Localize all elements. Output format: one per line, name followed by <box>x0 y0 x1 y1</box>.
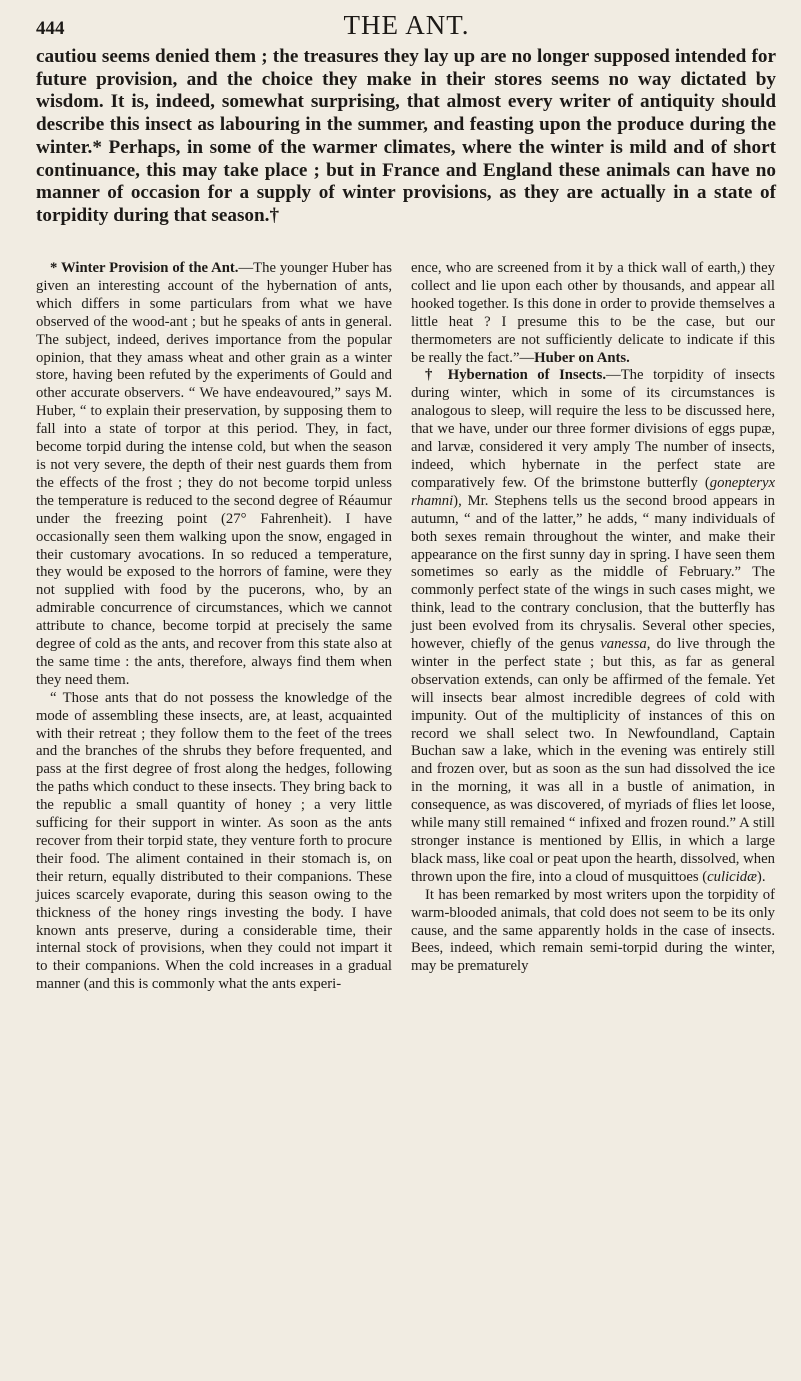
species-name: gonepteryx rhamni <box>411 474 775 509</box>
footnote-text: ence, who are screened from it by a thick wall of earth,) they collect and lie upon each other by thousands, and appear all hooked together. Is this done in order to provide themselves a little heat ? I presume this to be the case, but our thermometers are not sufficiently delicate to indicate if this be really the fact.”— <box>411 260 775 366</box>
footnote-heading: † Hybernation of Insects. <box>425 367 607 384</box>
page-header <box>36 8 777 42</box>
footnote-winter-provision <box>36 260 392 690</box>
footnote-column-left <box>36 260 392 994</box>
footnote-final-paragraph: It has been remarked by most writers upon the torpidity of warm-blooded animals, that cold does not seem to be its only cause, and the same apparently holds in the case of insects. Bees, indeed, which remain semi-torpid during the winter, may be prematurely <box>411 886 775 975</box>
footnote-continuation: “ Those ants that do not possess the knowledge of the mode of assembling these insects, are, at least, acquainted with their retreat ; they follow them to the feet of the trees and the branches of the shrubs they before frequented, and pass at the first degree of frost along the hedges, following the paths which conduct to these insects. They bring back to the republic a small quantity of honey ; a very little sufficing for their support in winter. As soon as the ants recover from their torpid state, they venture forth to procure their food. The aliment contained in their stomach is, on their return, equally distributed to their companions. These juices scarcely evaporate, during this season owing to the thickness of the honey rings investing the body. I have known ants preserve, during a considerable time, their internal stock of provisions, when they could not impart it to their companions. When the cold increases in a gradual manner (and this is commonly what the ants experi- <box>36 689 392 993</box>
family-name: culicidæ <box>707 868 757 885</box>
genus-name: vanessa <box>600 636 647 653</box>
footnote-continued-text <box>411 260 775 367</box>
footnote-heading: * Winter Provision of the Ant. <box>50 260 239 276</box>
footnote-text: —The younger Huber has given an interesting account of the hybernation of ants, which differs in some particulars from what we have observed of the wood-ant ; but he speaks of ants in general. The subject, indeed, derives importance from the popular opinion, that they amass wheat and other grain as a winter store, having been refuted by the experiments of Gould and other accurate observers. “ We have endeavoured,” says M. Huber, “ to explain their preservation, by supposing them to fall into a state of torpor at this period. They, in fact, become torpid during the intense cold, but when the season is not very severe, the depth of their nest guards them from the effects of the frost ; they do not become torpid unless the temperature is reduced to the second degree of Réaumur under the freezing point (27° Fahrenheit). I have occasionally seen them walking upon the snow, engaged in their customary avocations. In so reduced a temperature, they would be exposed to the horrors of famine, were they not supplied with food by the pucerons, who, by an admirable concurrence of circumstances, which we cannot attribute to chance, become torpid at precisely the same degree of cold as the ants, and recover from this state also at the same time : the ants, therefore, always find them when they need them. <box>36 260 392 688</box>
running-title: THE ANT. <box>343 10 470 40</box>
footnote-hybernation <box>411 367 775 886</box>
footnote-text: , do live through the winter in the perfect state ; but this, as far as general observation extends, can only be affirmed of the female. Yet will insects bear almost incredible degrees of cold with impunity. Out of the multiplicity of instances of this on record we shall select two. In Newfoundland, Captain Buchan saw a lake, which in the evening was entirely still and frozen over, but as soon as the sun had dissolved the ice in the morning, it was all in a bustle of animation, in consequence, as was discovered, of myriads of flies let loose, while many still remained “ infixed and frozen round.” A still stronger instance is mentioned by Ellis, in which a large black mass, like coal or peat upon the hearth, dissolved, when thrown upon the fire, into a cloud of musquittoes ( <box>411 636 775 885</box>
footnote-text: —The torpidity of insects during winter, which in some of its circumstances is analogous to sleep, will require the less to be discussed here, that we have, under our three former divisions of eggs pupæ, and larvæ, considered it very amply The number of insects, indeed, which hybernate in the perfect state are comparatively few. Of the brimstone butterfly ( <box>411 367 775 491</box>
intro-paragraph: cautiou seems denied them ; the treasures they lay up are no longer supposed intended for future provision, and the choice they make in their stores seems no way dictated by wisdom. It is, indeed, somewhat surprising, that almost every writer of antiquity should describe this insect as labouring in the summer, and feasting upon the produce during the winter.* Perhaps, in some of the warmer climates, where the winter is mild and of short continuance, this may take place ; but in France and England these animals can have no manner of occasion for a supply of winter provisions, as they are actually in a state of torpidity during that season.† <box>36 46 776 226</box>
footnote-source: Huber on Ants. <box>534 349 630 366</box>
page-number: 444 <box>36 18 65 39</box>
footnote-column-right <box>411 260 775 976</box>
footnote-text: ), Mr. Stephens tells us the second brood appears in autumn, “ and of the latter,” he adds, “ many individuals of both sexes remain throughout the winter, and make their appearance on the first sunny day in spring. I have seen them sometimes so early as the middle of February.” The commonly perfect state of the wings in such cases might, we think, lead to the contrary conclusion, that the butterfly has just been evolved from its chrysalis. Several other species, however, chiefly of the genus <box>411 492 775 653</box>
footnote-text: ). <box>756 868 766 885</box>
